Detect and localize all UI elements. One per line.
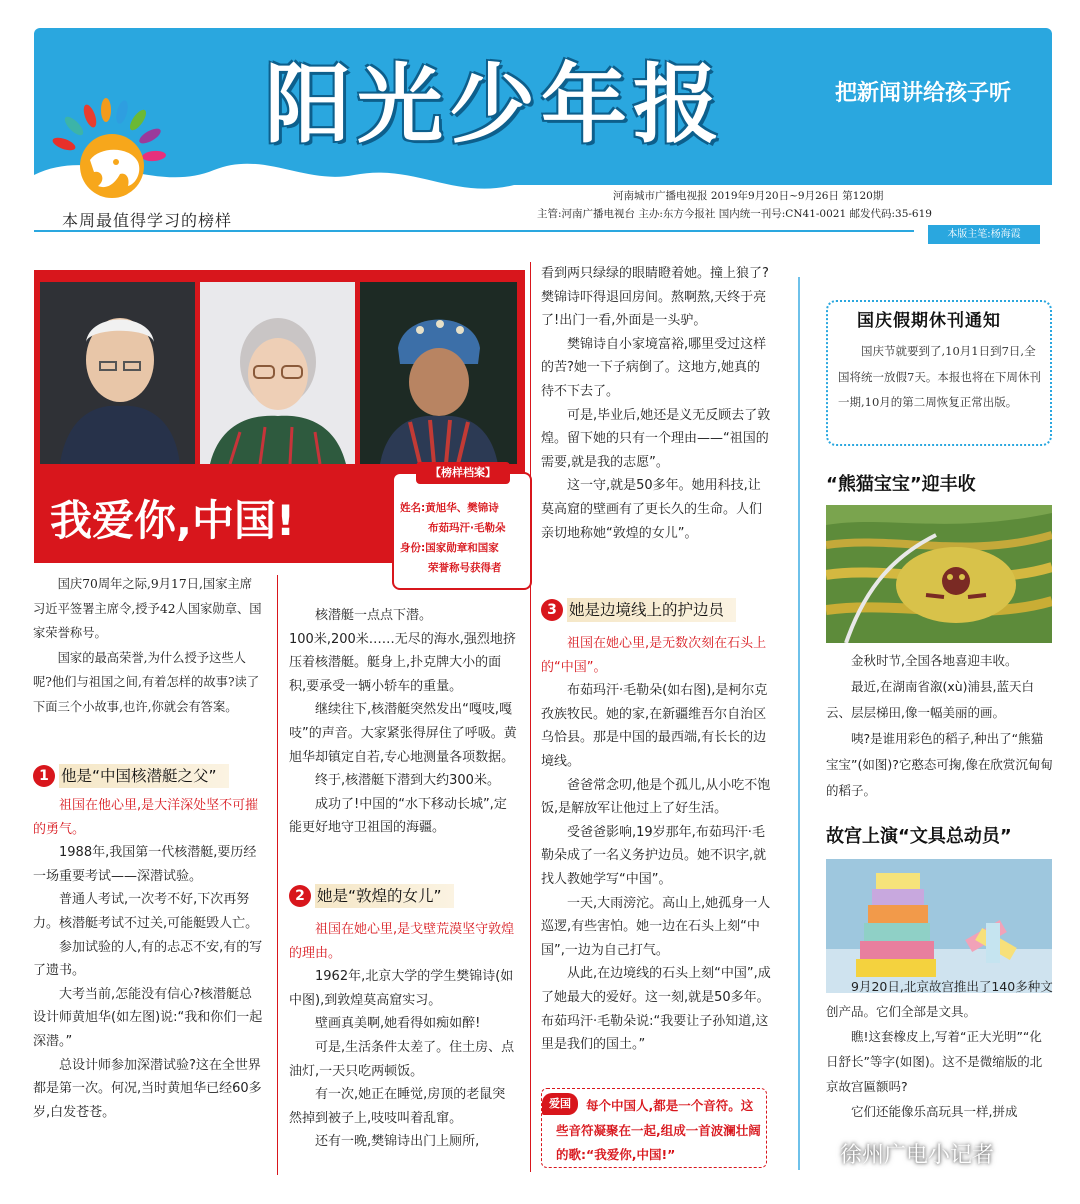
paragraph: 樊锦诗自小家境富裕,哪里受过这样的苦?她一下子病倒了。这地方,她真的待不下去了。 bbox=[541, 336, 767, 399]
panda-harvest-title: “熊猫宝宝”迎丰收 bbox=[826, 474, 976, 495]
paragraph: 还有一晚,樊锦诗出门上厕所, bbox=[315, 1134, 480, 1150]
feature-title: 我爱你,中国! bbox=[50, 496, 296, 545]
paragraph: 9月20日,北京故宫推出了140多种文创产品。它们全部是文具。 bbox=[826, 979, 1053, 1019]
watermark-text: 徐州广电小记者 bbox=[840, 1143, 995, 1168]
header-divider bbox=[34, 230, 914, 232]
paragraph: 可是,毕业后,她还是义无反顾去了敦煌。留下她的只有一个理由——“祖国的需要,就是我的志愿”。 bbox=[541, 407, 771, 470]
editor-tag: 本版主笔:杨海霞 bbox=[928, 225, 1040, 244]
section-lead: 祖国在她心里,是无数次刻在石头上的“中国”。 bbox=[541, 636, 767, 675]
archive-line-names-2: 布茹玛汗·毛勒朵 bbox=[428, 522, 506, 534]
paragraph: 核潜艇一点点下潜。 bbox=[315, 608, 433, 623]
paragraph: 壁画真美啊,她看得如痴如醉! bbox=[315, 1016, 481, 1032]
paragraph: 总设计师参加深潜试验?这在全世界都是第一次。何况,当时黄旭华已经60多岁,白发苍苍。 bbox=[33, 1057, 262, 1120]
publisher-info: 主管:河南广播电视台 主办:东方今报社 国内统一刊号:CN41-0021 邮发代码:35-619 bbox=[537, 208, 932, 220]
column-divider-1 bbox=[277, 575, 278, 1175]
section-number: 2 bbox=[289, 885, 311, 907]
palace-stationery-text bbox=[826, 974, 1054, 1124]
week-tagline: 本周最值得学习的榜样 bbox=[62, 211, 233, 230]
sidebar-divider bbox=[798, 277, 800, 1170]
patriotism-callout-text: 每个中国人,都是一个音符。这些音符凝聚在一起,组成一首波澜壮阔的歌:“我爱你,中国!” bbox=[556, 1098, 761, 1162]
slogan: 把新闻讲给孩子听 bbox=[835, 80, 1012, 106]
paragraph: 大考当前,怎能没有信心?核潜艇总设计师黄旭华(如左图)说:“我和你们一起深潜。” bbox=[33, 986, 263, 1049]
section-number: 1 bbox=[33, 765, 55, 787]
issue-info: 河南城市广播电视报 2019年9月20日~9月26日 第120期 bbox=[613, 190, 884, 202]
paragraph: 一天,大雨滂沱。高山上,她孤身一人巡逻,有些害怕。她一边在石头上刻“中国”,一边为自己打气。 bbox=[541, 895, 771, 958]
paragraph: 咦?是谁用彩色的稻子,种出了“熊猫宝宝”(如图)?它憨态可掬,像在欣赏沉甸甸的稻子。 bbox=[826, 731, 1053, 798]
paragraph: 它们还能像乐高玩具一样,拼成 bbox=[851, 1104, 1018, 1119]
section-heading-3 bbox=[541, 596, 736, 624]
section-lead: 祖国在他心里,是大洋深处坚不可摧的勇气。 bbox=[33, 798, 259, 837]
palace-stationery-title: 故宫上演“文具总动员” bbox=[826, 826, 1012, 847]
patriotism-badge: 爱国 bbox=[542, 1093, 578, 1115]
column-3-section-text bbox=[541, 632, 773, 1057]
source-watermark bbox=[812, 1138, 994, 1169]
paragraph: 参加试验的人,有的忐忑不安,有的写了遗书。 bbox=[33, 939, 263, 979]
sun-elephant-logo bbox=[50, 98, 168, 206]
paragraph: 受爸爸影响,19岁那年,布茹玛汗·毛勒朵成了一名义务护边员。她不识字,就找人教她学写“中国”。 bbox=[541, 824, 767, 887]
panda-harvest-text bbox=[826, 648, 1054, 804]
newspaper-title: 阳光少年报 bbox=[265, 55, 725, 155]
section-lead: 祖国在她心里,是戈壁荒漠坚守敦煌的理由。 bbox=[289, 922, 515, 961]
panda-rice-field-photo bbox=[826, 505, 1052, 643]
paragraph: 100米,200米……无尽的海水,强烈地挤压着核潜艇。艇身上,扑克牌大小的面积,要承受一辆小轿车的重量。 bbox=[289, 631, 516, 694]
paragraph: 爸爸常念叨,他是个孤儿,从小吃不饱饭,是解放军让他过上了好生活。 bbox=[541, 777, 771, 817]
section-number: 3 bbox=[541, 599, 563, 621]
paragraph: 最近,在湖南省溆(xù)浦县,蓝天白云、层层梯田,像一幅美丽的画。 bbox=[826, 679, 1035, 720]
column-divider-2 bbox=[530, 262, 531, 1172]
wechat-icon bbox=[812, 1146, 838, 1166]
paragraph: 看到两只绿绿的眼睛瞪着她。撞上狼了?樊锦诗吓得退回房间。熬啊熬,天终于亮了!出门一看,外面是一头驴。 bbox=[541, 266, 769, 329]
holiday-notice-title: 国庆假期休刊通知 bbox=[857, 311, 1001, 331]
column-3-text bbox=[541, 262, 773, 545]
paragraph: 从此,在边境线的石头上刻“中国”,成了她最大的爱好。这一刻,就是50多年。布茹玛汗·毛勒朵说:“我要让子孙知道,这里是我们的国土。” bbox=[541, 966, 771, 1053]
column-2-text bbox=[289, 604, 517, 840]
paragraph: 继续往下,核潜艇突然发出“嘎吱,嘎吱”的声音。大家紧张得屏住了呼吸。黄旭华却镇定自若,专心地测量各项数据。 bbox=[289, 702, 517, 765]
intro-paragraph: 国庆70周年之际,9月17日,国家主席习近平签署主席令,授予42人国家勋章、国家荣誉称号。 bbox=[33, 577, 262, 640]
paragraph: 可是,生活条件太差了。住土房、点油灯,一天只吃两顿饭。 bbox=[289, 1039, 515, 1079]
column-1-text bbox=[33, 794, 265, 1124]
paragraph: 金秋时节,全国各地喜迎丰收。 bbox=[851, 653, 1018, 668]
profile-archive-box bbox=[392, 466, 532, 590]
paragraph: 这一守,就是50多年。她用科技,让莫高窟的壁画有了更长久的生命。人们亲切地称她“敦煌的女儿”。 bbox=[541, 478, 763, 541]
stationery-blocks-photo bbox=[826, 859, 1052, 993]
paragraph: 1962年,北京大学的学生樊锦诗(如中图),到敦煌莫高窟实习。 bbox=[289, 969, 514, 1008]
holiday-notice-body: 国庆节就要到了,10月1日到7日,全国将统一放假7天。本报也将在下周休刊一期,10月的第二周恢复正常出版。 bbox=[838, 344, 1041, 409]
paragraph: 普通人考试,一次考不好,下次再努力。核潜艇考试不过关,可能艇毁人亡。 bbox=[33, 892, 259, 931]
paragraph: 有一次,她正在睡觉,房顶的老鼠突然掉到被子上,吱吱叫着乱窜。 bbox=[289, 1087, 506, 1126]
section-label: 他是“中国核潜艇之父” bbox=[59, 764, 229, 788]
section-label: 她是边境线上的护边员 bbox=[567, 598, 736, 622]
column-2-section-text bbox=[289, 918, 517, 1154]
portrait-photo-center bbox=[200, 282, 355, 464]
paragraph: 成功了!中国的“水下移动长城”,定能更好地守卫祖国的海疆。 bbox=[289, 796, 507, 836]
paragraph: 终于,核潜艇下潜到大约300米。 bbox=[315, 773, 500, 789]
portrait-photo-right bbox=[360, 282, 517, 464]
section-heading-2 bbox=[289, 882, 454, 910]
intro-text bbox=[33, 572, 263, 719]
paragraph: 布茹玛汗·毛勒朵(如右图),是柯尔克孜族牧民。她的家,在新疆维吾尔自治区乌恰县。那是中国的最西端,有长长的边境线。 bbox=[541, 683, 768, 769]
intro-paragraph: 国家的最高荣誉,为什么授予这些人呢?他们与祖国之间,有着怎样的故事?读了下面三个小故事,也许,你就会有答案。 bbox=[33, 650, 260, 714]
section-label: 她是“敦煌的女儿” bbox=[315, 884, 454, 908]
paragraph: 1988年,我国第一代核潜艇,要历经一场重要考试——深潜试验。 bbox=[33, 845, 257, 884]
archive-heading: 【榜样档案】 bbox=[416, 462, 510, 484]
archive-line-names: 姓名:黄旭华、樊锦诗 bbox=[400, 502, 499, 514]
section-heading-1 bbox=[33, 762, 229, 790]
archive-line-identity: 身份:国家勋章和国家 bbox=[400, 542, 499, 554]
archive-line-identity-2: 荣誉称号获得者 bbox=[428, 562, 502, 574]
portrait-photo-left bbox=[40, 282, 195, 464]
paragraph: 瞧!这套橡皮上,写着“正大光明”“化日舒长”等字(如图)。这不是微缩版的北京故宫匾额吗? bbox=[826, 1029, 1043, 1094]
